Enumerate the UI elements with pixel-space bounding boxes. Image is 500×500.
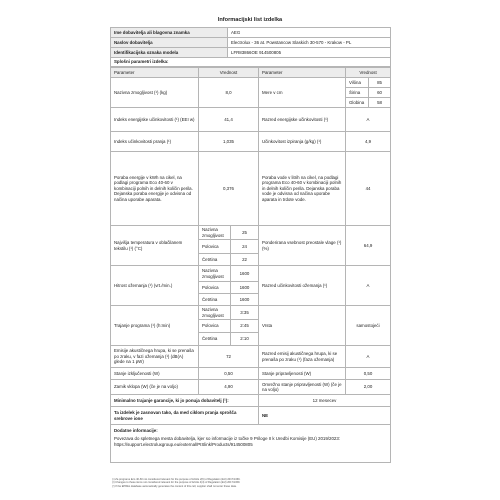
col-header-value-2: Vrednost [346,68,391,78]
supplier-address-value: Electrolux - 36 at. Powstancow Slaskich 30-570 - Krakow - PL [228,38,391,48]
model-id-label: Identifikacijska oznaka modela [111,48,228,58]
spin-speed-label: Hitrost ožemanja (¹) (vrt./min.) [111,266,199,306]
eei-value: 41,4 [199,108,259,132]
footnote: (³) If the EPREL database automatically generates the content of this cell, supplier shall not enter these data. [112,484,237,488]
table-row [111,108,391,132]
washing-index-label: Indeks učinkovitosti pranja (¹) [111,132,199,152]
noise-class-value: A [346,346,391,368]
noise-label: Emisije akustičnega hrupa, ki se prenaša po zraku, v fazi ožemanja (¹) (dB(A) glede na 1 pW) [111,346,199,368]
dur-quarter-label: Četrtina [199,333,231,346]
col-header-value: Vrednost [199,68,259,78]
supplier-name-value: AEG [228,28,391,38]
table-row [111,346,391,368]
spin-full-label: Nazivna zmogljivost [199,266,231,282]
depth-label: Globina [346,98,369,108]
temp-full-label: Nazivna zmogljivost [199,226,231,240]
table-row [111,425,391,463]
moisture-value: 64,9 [346,226,391,266]
moisture-label: Ponderirana vsebnost preostale vlage (¹) (%) [259,226,346,266]
spin-quarter-label: Četrtina [199,294,231,306]
model-id-value: LFR83866OE 914500805 [228,48,391,58]
width-label: Širina [346,88,369,98]
supplier-name-label: Ime dobavitelja ali blagovna znamka [111,28,228,38]
temperature-label: Najvišja temperatura v oblačilanem tekstilu (¹) (°C) [111,226,199,266]
dur-half-label: Polovica [199,320,231,333]
table-row [111,407,391,425]
dur-quarter-value: 2:10 [231,333,259,346]
document-title: Informacijski list izdelka [217,17,283,23]
spin-half-value: 1600 [231,282,259,294]
delay-start-label: Zamik vklopa (W) (če je na voljo) [111,380,199,395]
temp-quarter-value: 22 [231,254,259,266]
off-mode-value: 0,50 [199,368,259,380]
table-row [111,28,391,38]
temp-half-label: Polovica [199,240,231,254]
table-row [111,68,391,78]
energy-class-label: Razred energijske učinkovitosti (¹) [259,108,346,132]
temp-full-value: 25 [231,226,259,240]
spin-full-value: 1600 [231,266,259,282]
dur-full-value: 3:35 [231,306,259,320]
capacity-label: Nazivna zmogljivost (¹) (kg) [111,78,199,108]
energy-consumption-value: 0,376 [199,152,259,226]
table-row [111,152,391,226]
supplier-table [110,27,391,67]
height-value: 85 [369,78,391,88]
network-standby-value: 2,00 [346,380,391,395]
width-value: 60 [369,88,391,98]
rinsing-value: 4,9 [346,132,391,152]
col-header-param: Parameter [111,68,199,78]
water-consumption-value: 44 [346,152,391,226]
off-mode-label: Stanje izključenosti (W) [111,368,199,380]
table-row [111,38,391,48]
type-value: samostojeći [346,306,391,346]
eei-label: Indeks energijske učinkovitosti (¹) (EEI w) [111,108,199,132]
table-row [111,395,391,407]
table-row [111,306,391,320]
rinsing-label: Učinkovitost izpiranja (g/kg) (¹) [259,132,346,152]
energy-consumption-label: Poraba energije v kWh na cikel, na podlagi programa Eco 40-60 v kombinaciji polnih in delnih količin perila. Dejanska poraba energije je odvisna od načina uporabe aparata. [111,152,199,226]
spin-class-label: Razred učinkovitosti ožemanja (¹) [259,266,346,306]
supplier-address-label: Naslov dobavitelja [111,38,228,48]
warranty-value: 12 mesecev [259,395,391,407]
footnote: (¹) Za programe Eco 40-60 not considered relevant for the purpose of Article 2(6) of Regulation (EU) 2017/1369. [112,478,241,481]
noise-class-label: Razred emisij akustičnega hrupa, ki se prenaša po zraku (¹) (faza ožemanja) [259,346,346,368]
temp-quarter-label: Četrtina [199,254,231,266]
table-row [111,78,391,88]
capacity-value: 8,0 [199,78,259,108]
silver-ions-value: NE [259,407,391,425]
table-row [111,58,391,67]
network-standby-label: Omrežno stanje pripravljenosti (W) (če je na voljo) [259,380,346,395]
table-row [111,48,391,58]
washing-index-value: 1,035 [199,132,259,152]
warranty-label: Minimalno trajanje garancije, ki jo ponuja dobavitelj (¹): [111,395,259,407]
energy-class-value: A [346,108,391,132]
dimensions-label: Mere v cm [259,78,346,108]
table-row [111,266,391,282]
table-row [111,380,391,395]
table-row [111,132,391,152]
delay-start-value: 4,90 [199,380,259,395]
depth-value: 58 [369,98,391,108]
dur-full-label: Nazivna zmogljivost [199,306,231,320]
spin-half-label: Polovica [199,282,231,294]
height-label: Višina [346,78,369,88]
general-params-title: Splošni parametri izdelka: [111,58,391,67]
silver-ions-label: Ta izdelek je zasnovan tako, da med ciklom pranja sprošča srebrove ione [111,407,259,425]
col-header-param-2: Parameter [259,68,346,78]
additional-info-text[interactable]: Povezava do spletnega mesta dobavitelja, kjer so informacije iz točke 9 Priloge II k Uredbi Komisije (EU) 2019/2023: https://support.electroluxgroup.eu/external/PISlink/Products/914500805 [114,436,340,447]
water-consumption-label: Poraba vode v litrih na cikel, na podlagi programa Eco 40-60 v kombinaciji polnih in delnih količin perila. Dejanska poraba vode je odvisna od načina uporabe aparata in trdote vode. [259,152,346,226]
type-label: Vrsta [259,306,346,346]
spin-quarter-value: 1600 [231,294,259,306]
standby-label: Stanje pripravljenosti (W) [259,368,346,380]
spin-class-value: A [346,266,391,306]
noise-value: 72 [199,346,259,368]
table-row [111,226,391,240]
duration-label: Trajanje programa (¹) (h:min) [111,306,199,346]
table-row [111,368,391,380]
additional-info [111,425,391,463]
standby-value: 0,50 [346,368,391,380]
footnotes [112,478,240,488]
footnote: (²) Changes to these items not considered relevant for the purpose of Article 4(4) of Regulation (EU) 2017/1369. [112,481,241,485]
additional-info-label: Dodatne informacije: [114,428,158,433]
dur-half-value: 2:45 [231,320,259,333]
temp-half-value: 24 [231,240,259,254]
parameters-table [110,67,391,463]
